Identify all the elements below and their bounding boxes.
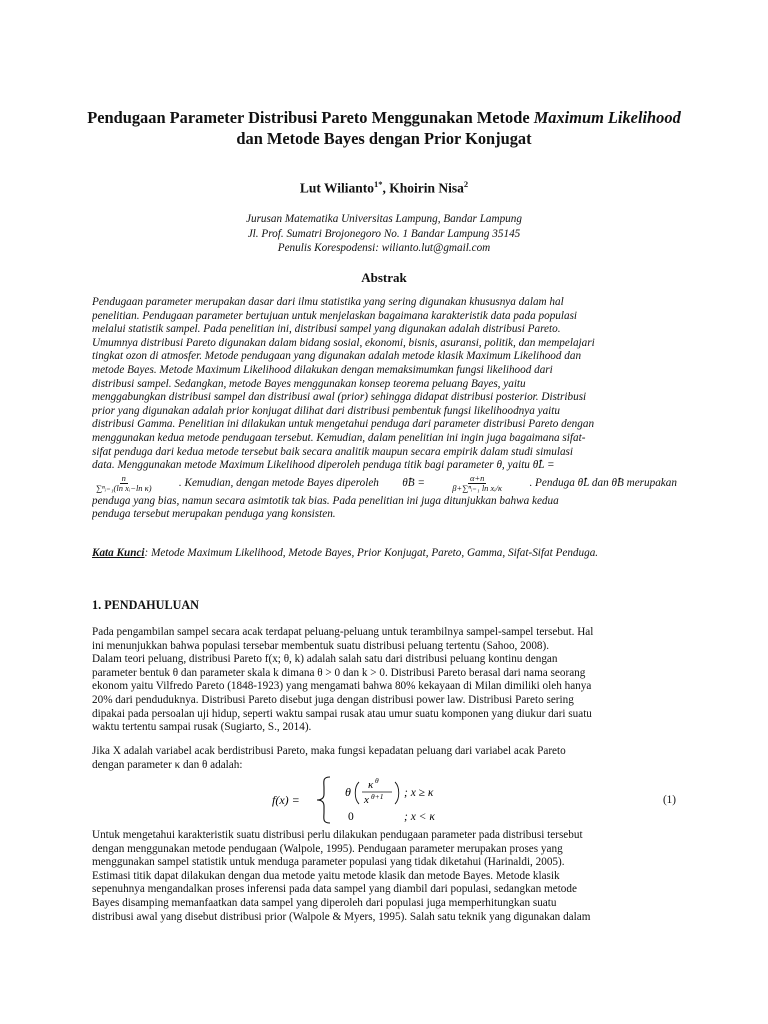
abstract-line: menggabungkan distribusi sampel dan distribusi awal (prior) sehingga didapat distribusi posterior. Distribusi — [92, 391, 587, 404]
abstract-line: data. Menggunakan metode Maximum Likelihood diperoleh penduga titik bagi parameter θ, yaitu θ̂L = — [92, 459, 555, 472]
paragraph-line: parameter bentuk θ dan parameter skala k dimana θ > 0 dan k > 0. Distribusi Pareto berasal dari nama seorang — [92, 666, 586, 679]
paper-title — [80, 107, 688, 149]
mle-denominator: ∑ⁿᵢ₌₁(ln xᵢ−ln κ) — [96, 483, 152, 494]
paragraph-line: Bayes disamping memanfaatkan data sampel yang diperoleh dari populasi juga memperhitungkan suatu — [92, 896, 557, 909]
intro-paragraph-1 — [92, 626, 677, 735]
abstract-line: penduga tersebut merupakan penduga yang konsisten. — [92, 508, 336, 521]
mle-numerator: n — [121, 473, 126, 484]
paragraph-line: ini menunjukkan bahwa populasi tersebar membentuk suatu distribusi peluang tertentu (Sahoo, 2008). — [92, 639, 550, 652]
bayes-denominator: β+∑ⁿᵢ₌₁ ln xᵢ/κ — [452, 483, 503, 494]
bayes-estimator-lhs: θ̂B = — [402, 476, 425, 489]
equation-graphic — [272, 774, 642, 826]
equation-number: (1) — [662, 794, 676, 806]
abstract-line: sifat penduga dari kedua metode tersebut baik secara analitik maupun secara empirik dalam studi simulasi — [92, 445, 574, 458]
abstract-formula-text: . Kemudian, dengan metode Bayes diperoleh — [178, 476, 379, 489]
case1-condition: ; x ≥ κ — [404, 787, 434, 799]
author-1: Lut Wilianto — [299, 180, 374, 196]
paragraph-line: dengan menggunakan metode pendugaan (Walpole, 1995). Pendugaan parameter merupakan proses yang — [92, 842, 563, 855]
keywords-text: : Metode Maximum Likelihood, Metode Bayes, Prior Konjugat, Pareto, Gamma, Sifat-Sifat Penduga. — [144, 547, 599, 559]
paragraph-line: 20% dari penduduknya. Distribusi Pareto disebut juga dengan distribusi power law. Distribusi Pareto sering — [92, 693, 574, 706]
equation-lhs: f(x) = — [272, 793, 300, 807]
corresponding-author-line: Penulis Korespodensi: wilianto.lut@gmail.com — [277, 242, 491, 254]
intro-paragraph-2 — [92, 745, 677, 772]
mle-estimator-fraction — [94, 474, 154, 493]
right-paren — [395, 782, 399, 804]
paragraph-line: sepenuhnya mengandalkan proses inferensi pada data sampel yang diambil dari populasi, sedangkan metode — [92, 883, 577, 896]
author-1-affil-mark: 1* — [374, 179, 383, 189]
paragraph-line: menggunakan sampel statistik untuk menduga parameter populasi yang tidak diketahui (Harinaldi, 2005). — [92, 856, 565, 869]
intro-paragraph-3 — [92, 829, 677, 924]
abstract-line: penduga yang bias, namun secara asimtotik tak bias. Pada penelitian ini juga ditunjukkan bahwa kedua — [92, 494, 559, 507]
left-paren — [355, 782, 359, 804]
case1-numerator: κ — [368, 779, 374, 791]
case1-numerator-exp: θ — [375, 776, 379, 785]
case2-condition: ; x < κ — [404, 811, 435, 823]
abstract-line: Pendugaan parameter merupakan dasar dari ilmu statistika yang sering digunakan khususnya dalam hal — [92, 296, 564, 308]
abstract-line: Umumnya distribusi Pareto digunakan dalam bidang sosial, ekonomi, bisnis, asuransi, politik, dan mempelajari — [92, 336, 595, 349]
abstract-heading: Abstrak — [361, 270, 407, 285]
abstract-line: prior yang digunakan adalah prior konjugat dilihat dari distribusi pembentuk fungsi likelihoodnya yaitu — [92, 404, 560, 417]
title-italic: Maximum Likelihood — [533, 108, 681, 127]
paragraph-line: waktu tertentu sampai rusak (Sugiarto, S., 2014). — [92, 721, 312, 734]
keywords-label: Kata Kunci — [92, 547, 145, 559]
abstract-line: distribusi sampel. Sedangkan, metode Bayes menggunakan konsep teorema peluang Bayes, yaitu — [92, 377, 526, 390]
keywords-block — [92, 546, 677, 560]
paragraph-line: Estimasi titik dapat dilakukan dengan dua metode yaitu metode klasik dan metode Bayes. Metode klasik — [92, 869, 560, 882]
abstract-line: menggunakan kedua metode pendugaan tersebut. Kemudian, dalam penelitian ini ingin juga bagaimana sifat- — [92, 431, 586, 444]
pareto-pdf-equation — [272, 774, 682, 826]
paragraph-line: Jika X adalah variabel acak berdistribusi Pareto, maka fungsi kepadatan peluang dari variabel acak Pareto — [92, 745, 566, 757]
paragraph-line: Dalam teori peluang, distribusi Pareto f(x; θ, k) adalah salah satu dari distribusi peluang kontinu dengan — [92, 653, 558, 666]
paragraph-line: dipakai pada persoalan uji hidup, seperti waktu sampai rusak atau umur suatu komponen yang diukur dari suatu — [92, 707, 592, 720]
affiliation-line: Jurusan Matematika Universitas Lampung, Bandar Lampung — [246, 213, 522, 225]
case2-value: 0 — [348, 811, 354, 823]
title-part1: Pendugaan Parameter Distribusi Pareto Menggunakan Metode — [87, 108, 534, 127]
affiliation-block — [0, 212, 768, 256]
author-separator: , — [382, 180, 390, 196]
paragraph-line: Untuk mengetahui karakteristik suatu distribusi perlu dilakukan pendugaan parameter pada distribusi tersebut — [92, 829, 583, 841]
paragraph-line: dengan parameter κ dan θ adalah: — [92, 758, 243, 771]
bayes-numerator: α+n — [469, 473, 485, 484]
left-brace — [317, 777, 330, 823]
bayes-estimator-fraction — [450, 474, 504, 493]
abstract-formula-line — [92, 473, 677, 495]
abstract-line: metode Bayes. Metode Maximum Likelihood dilakukan dengan memaksimumkan fungsi likelihood dari — [92, 363, 553, 376]
abstract-line: tingkat ozon di atmosfer. Metode pendugaan yang digunakan adalah metode klasik Maximum Likelihood dan — [92, 350, 582, 363]
abstract-line: melalui statistik sampel. Pada penelitian ini, distribusi sampel yang digunakan adalah distribusi Pareto. — [92, 323, 561, 336]
paragraph-line: Pada pengambilan sampel secara acak terdapat peluang-peluang untuk terambilnya sampel-sampel tersebut. Hal — [92, 626, 594, 638]
section-heading: 1. PENDAHULUAN — [92, 598, 199, 612]
abstract-body — [92, 296, 677, 522]
case1-denominator: x — [364, 794, 369, 806]
title-part2: dan Metode Bayes dengan Prior Konjugat — [236, 129, 532, 148]
affiliation-line: Jl. Prof. Sumatri Brojonegoro No. 1 Bandar Lampung 35145 — [247, 227, 521, 240]
author-list — [0, 179, 768, 197]
abstract-formula-text-end: . Penduga θ̂L dan θ̂B merupakan — [529, 476, 677, 489]
abstract-line: penelitian. Pendugaan parameter bertujuan untuk menjelaskan bagaimana karakteristik data pada populasi — [92, 309, 578, 322]
case1-coefficient: θ — [345, 785, 351, 799]
case1-denominator-exp: θ+1 — [371, 792, 384, 801]
author-2: Khoirin Nisa — [389, 180, 464, 196]
abstract-line: distribusi Gamma. Penelitian ini dilakukan untuk mengetahui penduga dari parameter distribusi Pareto dengan — [92, 418, 595, 431]
paragraph-line: ekonom yaitu Vilfredo Pareto (1848-1923) yang mengamati bahwa 80% kekayaan di Milan dimiliki oleh hanya — [92, 680, 592, 693]
author-2-affil-mark: 2 — [463, 179, 469, 189]
paragraph-line: distribusi awal yang disebut distribusi prior (Walpole & Myers, 1995). Salah satu teknik yang digunakan dalam — [92, 910, 591, 923]
